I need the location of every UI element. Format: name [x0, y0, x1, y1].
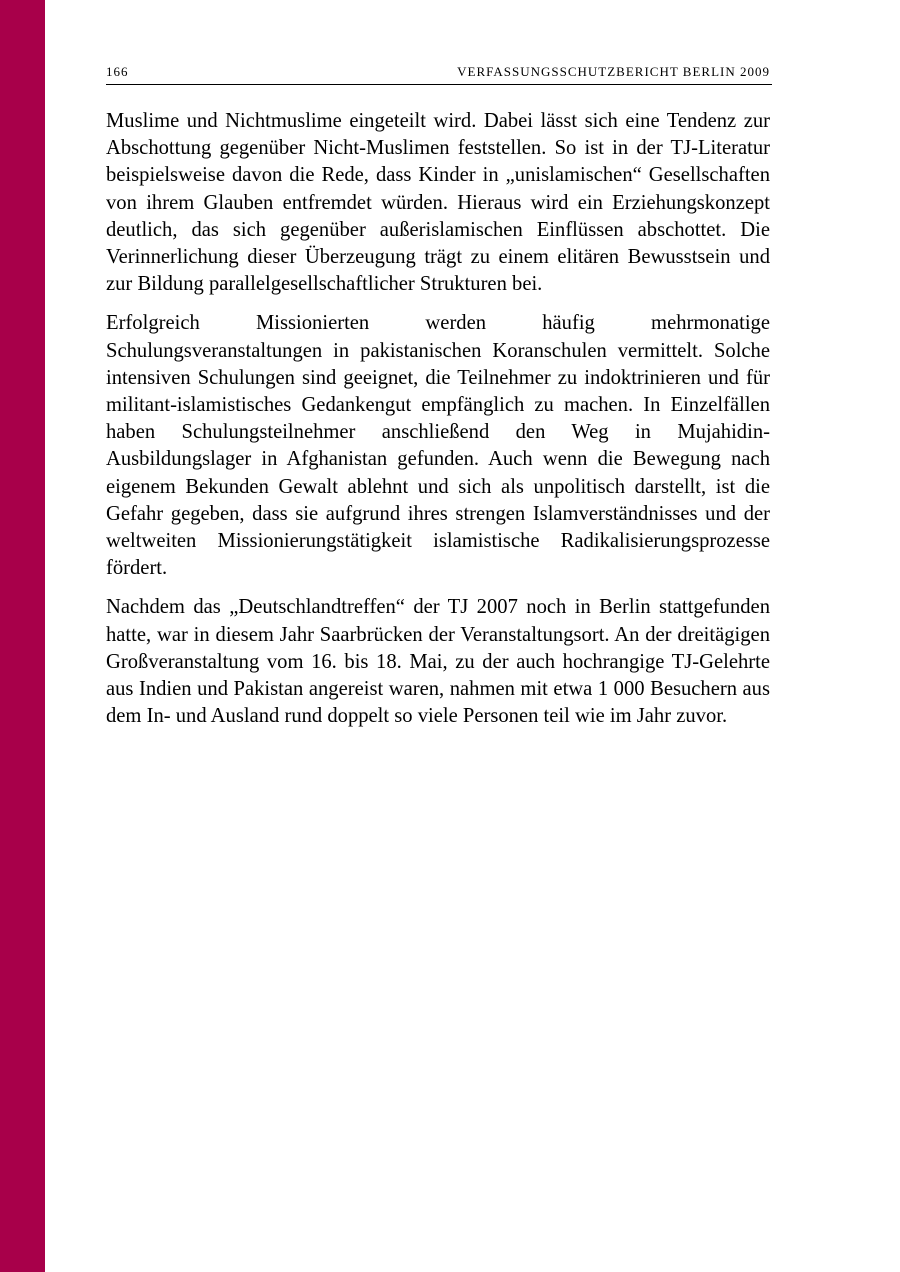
paragraph-3: Nachdem das „Deutschlandtreffen“ der TJ 2007 noch in Berlin stattgefunden hatte, war in diesem Jahr Saarbrücken der Veranstaltungsort. An der dreitägigen Großveranstaltung vom 16. bis 18. Mai, zu der auch hochrangige TJ-Gelehrte aus Indien und Pakistan angereist waren, nahmen mit etwa 1 000 Besuchern aus dem In- und Ausland rund doppelt so viele Personen teil wie im Jahr zuvor. — [106, 596, 770, 728]
body-text — [106, 108, 770, 742]
page-number: 166 — [106, 64, 129, 79]
paragraph-2: Erfolgreich Missionierten werden häufig mehrmonatige Schulungsveranstaltungen in pakistanischen Koranschulen vermittelt. Solche intensiven Schulungen sind geeignet, die Teilnehmer zu indoktrinieren und für militant-islamistisches Gedankengut empfänglich zu machen. In Einzelfällen haben Schulungsteilnehmer anschließend den Weg in Mujahidin-Ausbildungslager in Afghanistan gefunden. Auch wenn die Bewegung nach eigenem Bekunden Gewalt ablehnt und sich als unpolitisch darstellt, ist die Gefahr gegeben, dass sie aufgrund ihres strengen Islamverständnisses und der weltweiten Missionierungstätigkeit islamistische Radikalisierungsprozesse fördert. — [106, 312, 770, 580]
paragraph-1: Muslime und Nichtmuslime eingeteilt wird. Dabei lässt sich eine Tendenz zur Abschottung gegenüber Nicht-Muslimen feststellen. So ist in der TJ-Literatur beispielsweise davon die Rede, dass Kinder in „unislamischen“ Gesellschaften von ihrem Glauben entfremdet würden. Hieraus wird ein Erziehungskonzept deutlich, das sich gegenüber außerislamischen Einflüssen abschottet. Die Verinnerlichung dieser Überzeugung trägt zu einem elitären Bewusstsein und zur Bildung parallelgesellschaftlicher Strukturen bei. — [106, 110, 770, 296]
side-color-bar — [0, 0, 45, 1272]
page-header — [106, 62, 772, 85]
running-title: VERFASSUNGSSCHUTZBERICHT BERLIN 2009 — [457, 64, 770, 79]
